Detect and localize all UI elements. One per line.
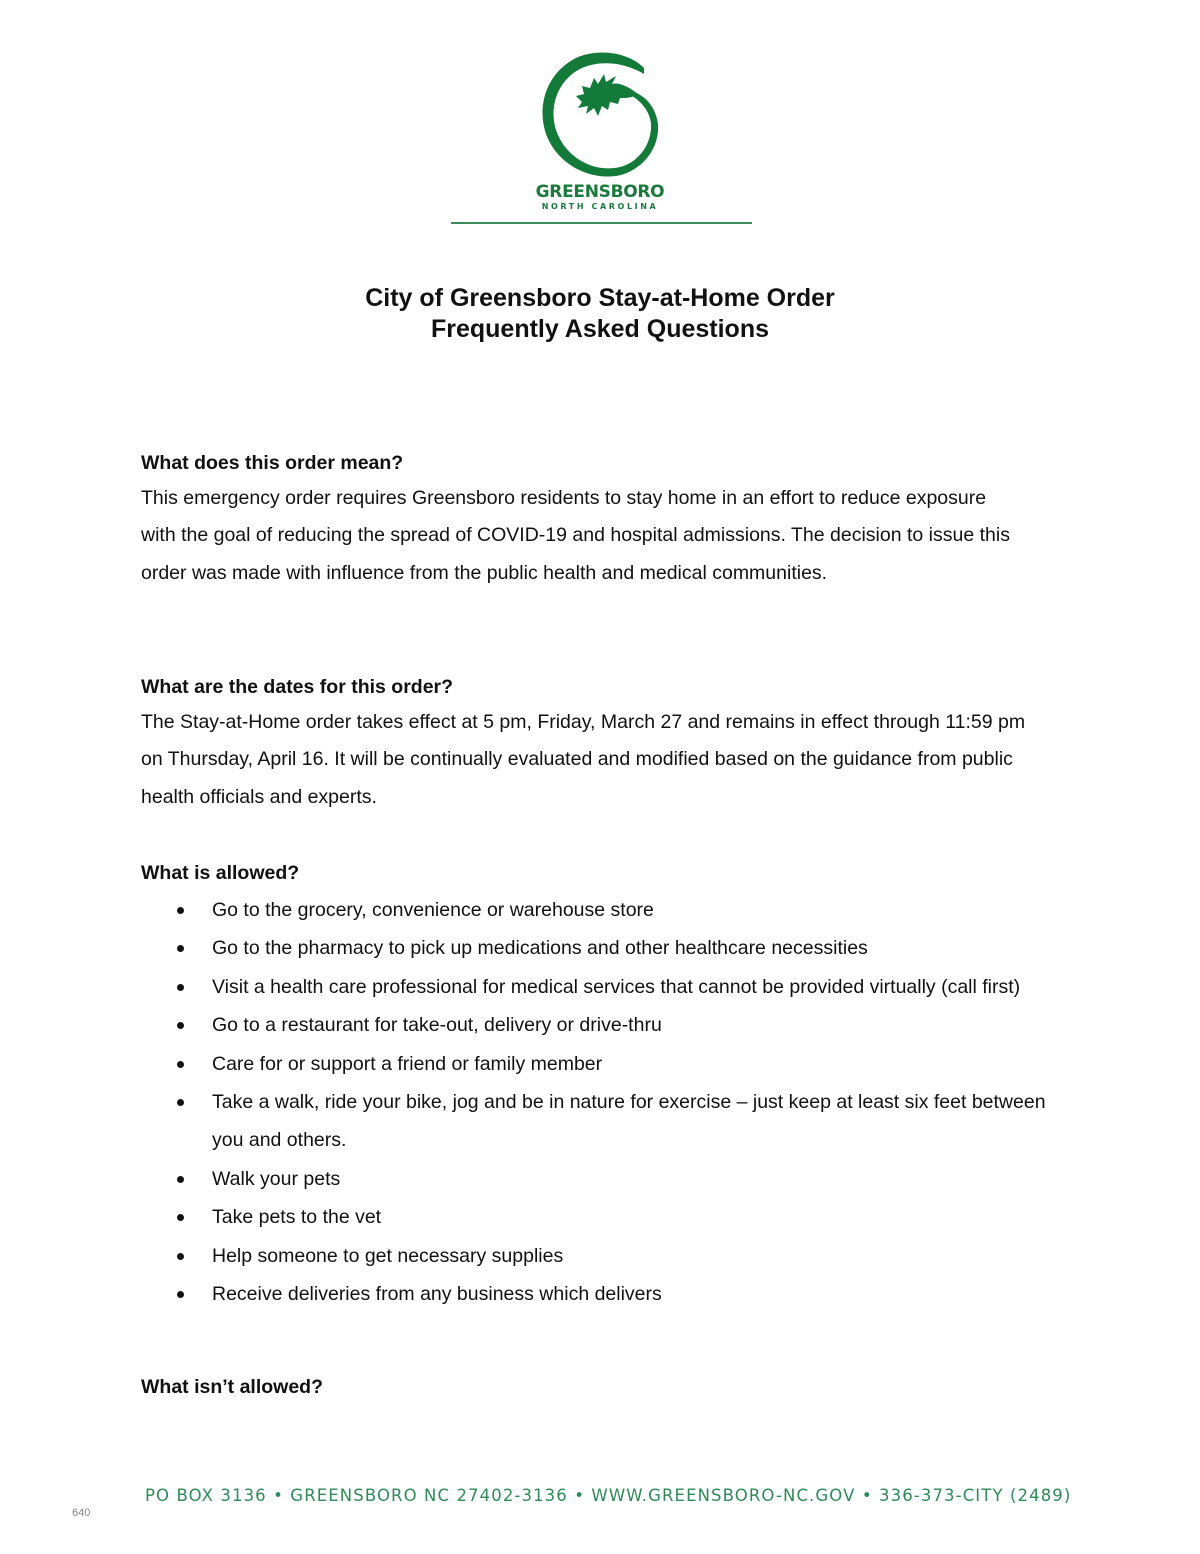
- list-item-text: Visit a health care professional for medical services that cannot be provided virtually (call first): [212, 975, 1021, 998]
- bullet-icon: [177, 1291, 184, 1298]
- bullet-icon: [177, 1022, 184, 1029]
- list-item: [141, 1007, 1061, 1045]
- list-item: [141, 892, 1061, 930]
- faq-section-dates: [141, 674, 1061, 816]
- faq-question: What does this order mean?: [141, 452, 404, 474]
- logo-wordmark: GREENSBORO: [535, 182, 665, 202]
- list-item: [141, 1199, 1061, 1237]
- logo-subtitle: NORTH CAROLINA: [541, 202, 659, 211]
- allowed-list: [141, 892, 1061, 1314]
- list-item-text: Take a walk, ride your bike, jog and be in nature for exercise – just keep at least six feet between you and others.: [212, 1091, 1046, 1152]
- list-item-text: Go to the pharmacy to pick up medications and other healthcare necessities: [212, 937, 868, 960]
- list-item-text: Help someone to get necessary supplies: [212, 1244, 564, 1267]
- title-line-2: Frequently Asked Questions: [430, 315, 770, 343]
- bullet-icon: [177, 1176, 184, 1183]
- list-item: [141, 1276, 1061, 1314]
- footer-contact: PO BOX 3136 • GREENSBORO NC 27402-3136 • WWW.GREENSBORO-NC.GOV • 336-373-CITY (2489): [145, 1486, 1072, 1505]
- list-item: [141, 1084, 1061, 1160]
- bullet-icon: [177, 1214, 184, 1221]
- faq-question: What is allowed?: [141, 862, 300, 884]
- bullet-icon: [177, 1061, 184, 1068]
- bullet-icon: [177, 945, 184, 952]
- list-item-text: Go to the grocery, convenience or warehouse store: [212, 899, 654, 921]
- bullet-icon: [177, 1253, 184, 1260]
- faq-section-meaning: [141, 450, 1061, 592]
- faq-section-allowed: [141, 860, 1061, 1315]
- list-item: [141, 1238, 1061, 1276]
- list-item: [141, 1161, 1061, 1199]
- page-code: 640: [72, 1507, 91, 1519]
- bullet-icon: [177, 1099, 184, 1106]
- list-item-text: Walk your pets: [212, 1167, 341, 1190]
- page-title: [0, 283, 1200, 345]
- faq-answer: The Stay-at-Home order takes effect at 5 pm, Friday, March 27 and remains in effect through 11:59 pm on Thursday, April 16. It will be continually evaluated and modified based on the guidance from public health officials and experts.: [141, 711, 1026, 808]
- header-divider: [451, 222, 752, 224]
- list-item: [141, 1046, 1061, 1084]
- list-item: [141, 969, 1061, 1007]
- list-item-text: Go to a restaurant for take-out, delivery or drive-thru: [212, 1014, 662, 1037]
- faq-question: What are the dates for this order?: [141, 676, 454, 698]
- greensboro-logo: [520, 44, 680, 219]
- greensboro-oak-leaf-g-icon: [520, 44, 680, 184]
- bullet-icon: [177, 984, 184, 991]
- faq-section-not-allowed: [141, 1374, 1061, 1400]
- title-line-1: City of Greensboro Stay-at-Home Order: [365, 284, 835, 312]
- faq-question: What isn’t allowed?: [141, 1376, 324, 1398]
- faq-answer: This emergency order requires Greensboro residents to stay home in an effort to reduce exposure with the goal of reducing the spread of COVID-19 and hospital admissions. The decision to issue this order was made with influence from the public health and medical communities.: [141, 487, 1010, 584]
- list-item-text: Care for or support a friend or family member: [212, 1052, 603, 1075]
- list-item-text: Take pets to the vet: [212, 1206, 382, 1229]
- list-item: [141, 930, 1061, 968]
- list-item-text: Receive deliveries from any business which delivers: [212, 1283, 662, 1306]
- bullet-icon: [177, 907, 184, 914]
